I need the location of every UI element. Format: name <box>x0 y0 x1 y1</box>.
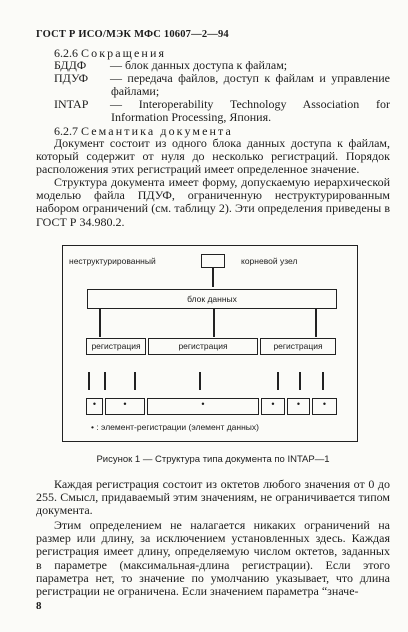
element-cell: • <box>312 398 337 415</box>
abbreviation-item <box>54 72 390 85</box>
abbreviation-definition: — передача файлов, доступ к файлам и управление <box>110 71 390 85</box>
registration-box: регистрация <box>260 338 336 355</box>
element-cell: • <box>261 398 285 415</box>
registration-box: регистрация <box>148 338 258 355</box>
section-title: Сокращения <box>81 46 167 60</box>
section-number: 6.2.7 <box>54 124 78 138</box>
registration-box: регистрация <box>86 338 146 355</box>
element-connector <box>134 372 136 390</box>
abbreviation-continuation: Information Processing, Япония. <box>111 110 272 124</box>
abbreviation-continuation: файлами; <box>111 84 160 98</box>
abbreviation-definition: — Interoperability Technology Association for <box>110 97 390 111</box>
label-root-node: корневой узел <box>241 256 298 266</box>
label-unstructured: неструктурированный <box>69 256 156 266</box>
element-connector <box>299 372 301 390</box>
abbreviation-term: ПДУФ <box>54 71 89 85</box>
paragraph-hierarchy: Структура документа имеет форму, допускаемую иерархической моделью файла ПДУФ, ограниченную неструктурированным набором ограничений (см. таблицу 2). Эти определения приведены в ГОСТ Р 34.980.2. <box>36 175 390 229</box>
element-connector <box>88 372 90 390</box>
figure-document-structure <box>62 245 358 442</box>
label-data-block: блок данных <box>187 294 237 304</box>
block-connector <box>315 309 317 337</box>
abbreviation-list <box>54 59 390 124</box>
paragraph-restrictions: Этим определением не налагается никаких ограничений на размер или длину, за исключением установленных здесь. Каждая регистрация имеет длину, определяемую числом октетов, заданных в параметре (максимальная-длина регистрации). Если этого параметра нет, то значение по умолчанию указывает, что длина регистрации не ограничена. Если значением параметра “значе- <box>36 518 390 599</box>
paragraph-octets: Каждая регистрация состоит из октетов любого значения от 0 до 255. Смысл, придаваемый этим значениям, не ограничивается типом документа. <box>36 477 390 518</box>
section-number: 6.2.6 <box>54 46 78 60</box>
section-title: Семантика документа <box>81 124 233 138</box>
figure-caption: Рисунок 1 — Структура типа документа по INTAP—1 <box>96 454 330 465</box>
block-connector <box>99 309 101 337</box>
page-number: 8 <box>36 600 42 612</box>
element-connector <box>277 372 279 390</box>
abbreviation-term: БДДФ <box>54 58 87 72</box>
paragraph-document-structure: Документ состоит из одного блока данных доступа к файлам, который содержит от нуля до несколько регистраций. Порядок расположения этих регистраций имеет определенное значение. <box>36 136 390 177</box>
data-block-box <box>87 289 337 309</box>
element-connector <box>322 372 324 390</box>
element-cell: • <box>287 398 310 415</box>
root-connector <box>212 268 214 287</box>
element-connector <box>199 372 201 390</box>
element-cell: • <box>105 398 145 415</box>
element-cell: • <box>86 398 103 415</box>
figure-legend: • : элемент-регистрации (элемент данных) <box>91 422 259 432</box>
element-connector <box>104 372 106 390</box>
element-cell: • <box>147 398 259 415</box>
block-connector <box>213 309 215 337</box>
page-header: ГОСТ Р ИСО/МЭК МФС 10607—2—94 <box>36 29 229 40</box>
abbreviation-term: INTAP <box>54 97 89 111</box>
root-node-box <box>201 254 225 268</box>
abbreviation-definition: — блок данных доступа к файлам; <box>110 58 288 72</box>
